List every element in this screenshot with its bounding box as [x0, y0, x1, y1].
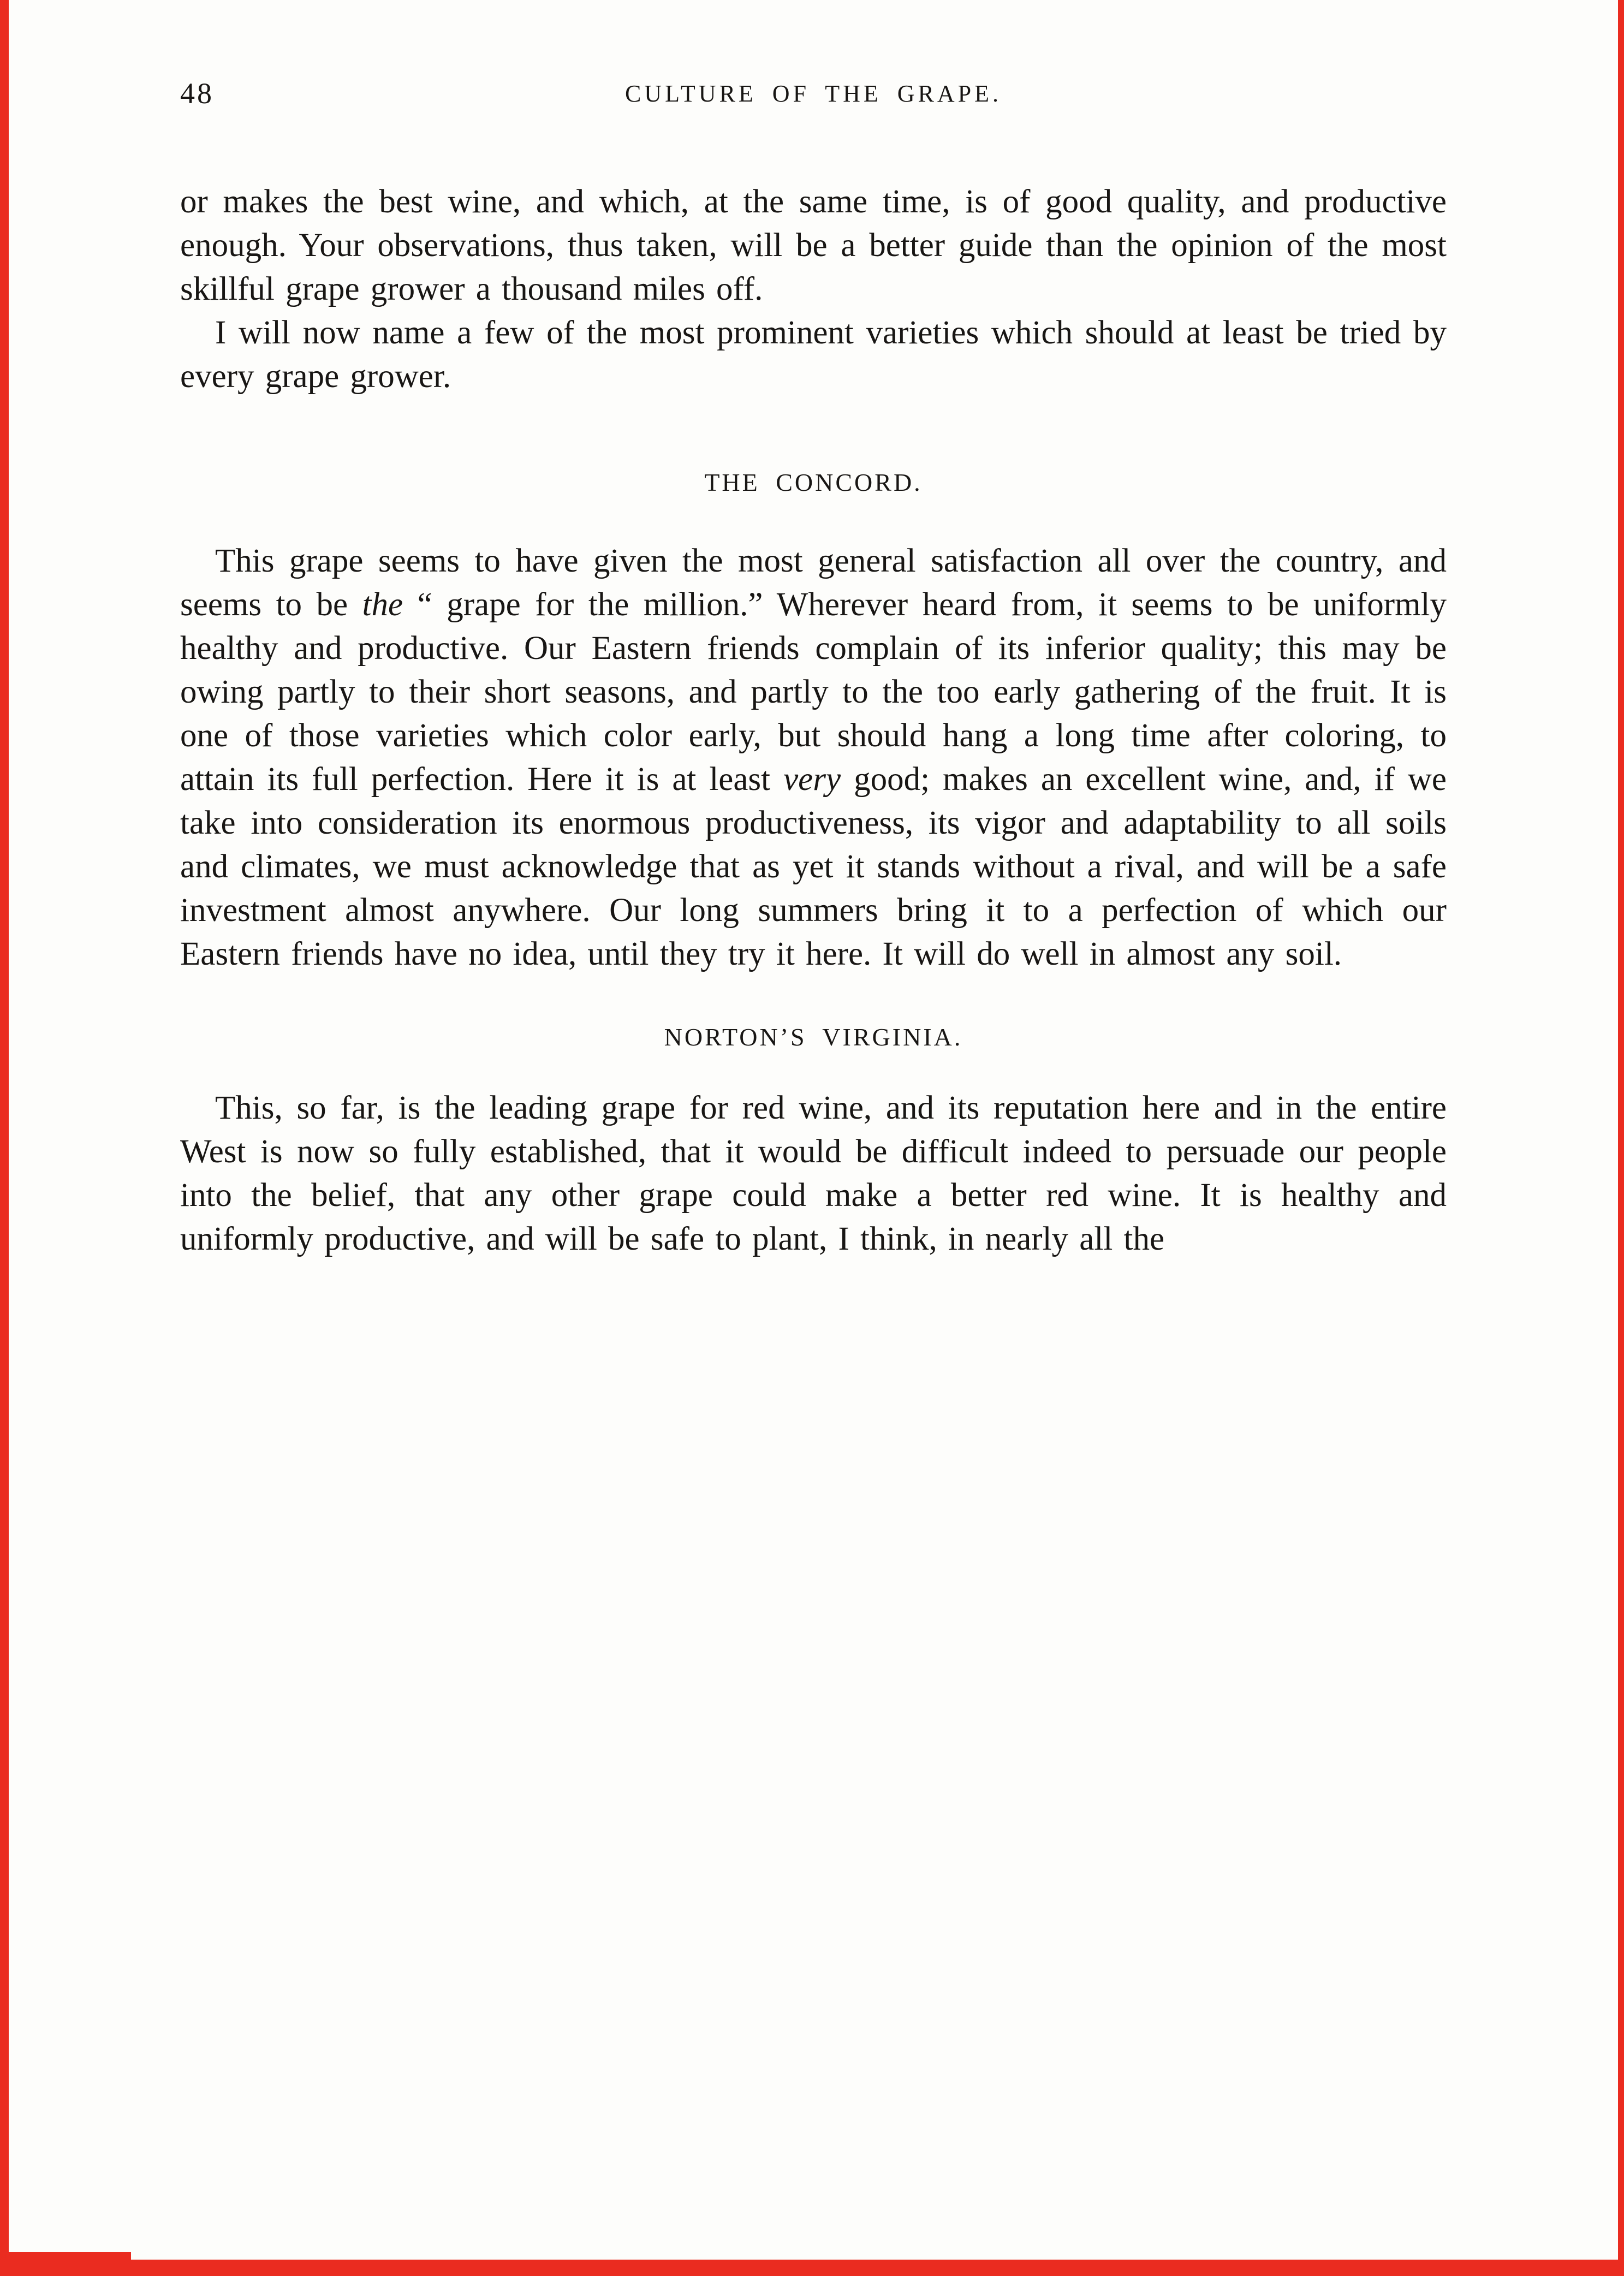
page [180, 76, 1447, 1261]
page-body [180, 180, 1447, 1261]
paragraph-intro [180, 311, 1447, 399]
section-heading-the-concord: THE CONCORD. [704, 468, 923, 496]
page-header [180, 76, 1447, 115]
italic-text: very [783, 761, 841, 798]
section-heading-nortons-virginia: NORTON’S VIRGINIA. [664, 1023, 963, 1051]
text-segment: I will now name a few of the most prominent varieties which should at least be tried by every grape grower. [180, 314, 1447, 395]
text-segment: This grape seems to have given the most general satisfaction all over the country, and seems to be [180, 543, 1447, 623]
text-segment: or makes the best wine, and which, at the same time, is of good quality, and productive enough. Your observations, thus taken, will be a better guide than the opinion of the most skillful grape grower a thousand miles off. [180, 183, 1447, 307]
running-title: CULTURE OF THE GRAPE. [624, 80, 1002, 107]
scan-edge-right-artifact [1618, 0, 1624, 2276]
scan-edge-left-artifact [0, 0, 9, 2276]
paragraph-continuation [180, 180, 1447, 311]
scan-edge-bottom-corner-artifact [0, 2252, 131, 2276]
page-number: 48 [180, 77, 214, 110]
paragraph-nortons-virginia [180, 1086, 1447, 1261]
scan-edge-bottom-artifact [0, 2260, 1624, 2276]
italic-text: the [362, 586, 403, 623]
text-segment: This, so far, is the leading grape for red wine, and its reputation here and in the entire West is now so fully established, that it would be difficult indeed to persuade our people into the belief, that any other grape could make a better red wine. It is healthy and uniformly productive, and will be safe to plant, I think, in nearly all the [180, 1090, 1447, 1257]
text-segment: good; makes an excellent wine, and, if we take into consideration its enormous productiveness, its vigor and adaptability to all soils and climates, we must acknowledge that as yet it stands without a rival, and will be a safe investment almost anywhere. Our long summers bring it to a perfection of which our Eastern friends have no idea, until they try it here. It will do well in almost any soil. [180, 761, 1447, 972]
text-segment: “ grape for the million.” Wherever heard from, it seems to be uniformly healthy and productive. Our Eastern friends complain of its inferior quality; this may be owing partly to their short seasons, and partly to the too early gathering of the fruit. It is one of those varieties which color early, but should hang a long time after coloring, to attain its full perfection. Here it is at least [180, 586, 1447, 798]
paragraph-concord [180, 539, 1447, 976]
